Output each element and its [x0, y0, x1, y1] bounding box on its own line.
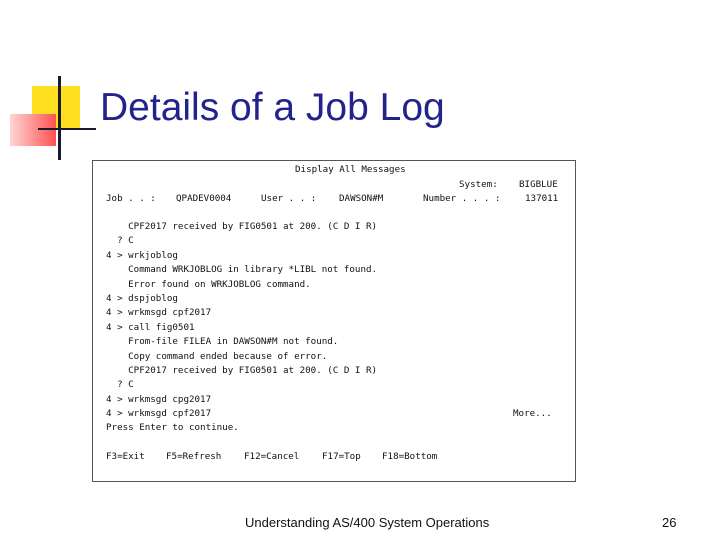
logo-red-square: [10, 114, 56, 146]
screen-heading: Display All Messages: [295, 164, 406, 175]
f3-exit-key[interactable]: F3=Exit: [106, 451, 145, 462]
f5-refresh-key[interactable]: F5=Refresh: [166, 451, 222, 462]
terminal-screen: [92, 160, 576, 482]
message-line: 4 > wrkmsgd cpf2017: [106, 408, 212, 420]
press-enter-prompt: Press Enter to continue.: [106, 422, 239, 433]
message-line: Copy command ended because of error.: [106, 350, 328, 362]
message-line: ? C: [106, 235, 134, 247]
slide-logo: [0, 0, 100, 170]
job-value: QPADEV0004: [176, 193, 232, 204]
message-line: CPF2017 received by FIG0501 at 200. (C D I R): [106, 221, 378, 232]
logo-vertical-line: [58, 76, 61, 160]
f12-cancel-key[interactable]: F12=Cancel: [244, 451, 300, 462]
f17-top-key[interactable]: F17=Top: [322, 451, 361, 462]
message-line: ? C: [106, 379, 134, 391]
number-value: 137011: [525, 193, 559, 204]
message-line: CPF2017 received by FIG0501 at 200. (C D I R): [106, 365, 378, 376]
message-line: 4 > wrkmsgd cpg2017: [106, 393, 212, 405]
message-line: Error found on WRKJOBLOG command.: [106, 278, 311, 290]
message-line: From-file FILEA in DAWSON#M not found.: [106, 336, 339, 348]
user-value: DAWSON#M: [339, 193, 384, 204]
message-line: 4 > wrkmsgd cpf2017: [106, 307, 212, 319]
slide-title: Details of a Job Log: [100, 86, 445, 129]
slide-page-number: 26: [662, 515, 677, 530]
number-label: Number . . . :: [423, 193, 501, 204]
message-line: 4 > wrkjoblog: [106, 249, 178, 261]
user-label: User . . :: [261, 193, 317, 204]
system-label: System:: [459, 179, 498, 190]
message-line: Command WRKJOBLOG in library *LIBL not found.: [106, 264, 378, 276]
logo-horizontal-line: [38, 128, 96, 130]
slide-footer: Understanding AS/400 System Operations: [245, 515, 490, 530]
system-value: BIGBLUE: [519, 179, 558, 190]
job-label: Job . . :: [106, 193, 156, 204]
more-indicator: More...: [513, 408, 552, 419]
message-line: 4 > call fig0501: [106, 321, 195, 333]
message-line: 4 > dspjoblog: [106, 293, 178, 304]
f18-bottom-key[interactable]: F18=Bottom: [382, 451, 438, 462]
